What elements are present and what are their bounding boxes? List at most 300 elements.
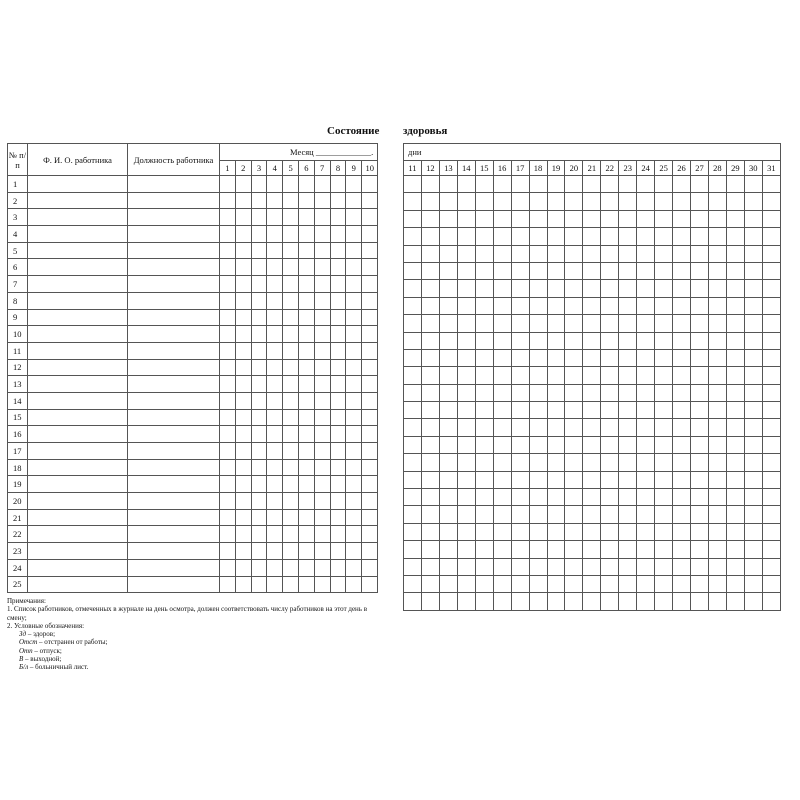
day-status-cell[interactable]	[346, 509, 362, 526]
day-status-cell[interactable]	[346, 426, 362, 443]
day-status-cell[interactable]	[235, 226, 251, 243]
day-status-cell[interactable]	[457, 315, 475, 332]
day-status-cell[interactable]	[251, 493, 267, 510]
day-status-cell[interactable]	[565, 349, 583, 366]
day-status-cell[interactable]	[601, 436, 619, 453]
day-status-cell[interactable]	[673, 489, 691, 506]
day-status-cell[interactable]	[475, 349, 493, 366]
employee-name-cell[interactable]	[28, 493, 128, 510]
day-status-cell[interactable]	[283, 192, 299, 209]
day-status-cell[interactable]	[475, 280, 493, 297]
day-status-cell[interactable]	[601, 454, 619, 471]
day-status-cell[interactable]	[744, 558, 762, 575]
day-status-cell[interactable]	[744, 384, 762, 401]
day-status-cell[interactable]	[235, 376, 251, 393]
day-status-cell[interactable]	[637, 332, 655, 349]
day-status-cell[interactable]	[673, 402, 691, 419]
day-status-cell[interactable]	[251, 509, 267, 526]
day-status-cell[interactable]	[439, 193, 457, 210]
day-status-cell[interactable]	[529, 419, 547, 436]
day-status-cell[interactable]	[220, 376, 236, 393]
day-status-cell[interactable]	[251, 409, 267, 426]
day-status-cell[interactable]	[565, 489, 583, 506]
day-status-cell[interactable]	[251, 242, 267, 259]
day-status-cell[interactable]	[314, 392, 330, 409]
day-status-cell[interactable]	[267, 226, 283, 243]
day-status-cell[interactable]	[637, 506, 655, 523]
day-status-cell[interactable]	[493, 228, 511, 245]
day-status-cell[interactable]	[583, 419, 601, 436]
day-status-cell[interactable]	[673, 575, 691, 592]
day-status-cell[interactable]	[493, 384, 511, 401]
day-status-cell[interactable]	[673, 558, 691, 575]
employee-position-cell[interactable]	[128, 359, 220, 376]
day-status-cell[interactable]	[655, 575, 673, 592]
day-status-cell[interactable]	[457, 280, 475, 297]
day-status-cell[interactable]	[220, 459, 236, 476]
day-status-cell[interactable]	[726, 262, 744, 279]
day-status-cell[interactable]	[235, 242, 251, 259]
day-status-cell[interactable]	[762, 384, 780, 401]
employee-name-cell[interactable]	[28, 342, 128, 359]
day-status-cell[interactable]	[362, 493, 378, 510]
day-status-cell[interactable]	[314, 543, 330, 560]
day-status-cell[interactable]	[346, 409, 362, 426]
day-status-cell[interactable]	[583, 506, 601, 523]
day-status-cell[interactable]	[565, 541, 583, 558]
day-status-cell[interactable]	[726, 541, 744, 558]
day-status-cell[interactable]	[708, 297, 726, 314]
day-status-cell[interactable]	[330, 409, 346, 426]
day-status-cell[interactable]	[251, 326, 267, 343]
day-status-cell[interactable]	[601, 593, 619, 610]
day-status-cell[interactable]	[762, 245, 780, 262]
day-status-cell[interactable]	[267, 192, 283, 209]
day-status-cell[interactable]	[283, 509, 299, 526]
employee-name-cell[interactable]	[28, 459, 128, 476]
day-status-cell[interactable]	[457, 436, 475, 453]
day-status-cell[interactable]	[601, 228, 619, 245]
day-status-cell[interactable]	[547, 593, 565, 610]
day-status-cell[interactable]	[691, 593, 709, 610]
day-status-cell[interactable]	[565, 315, 583, 332]
day-status-cell[interactable]	[511, 436, 529, 453]
day-status-cell[interactable]	[346, 543, 362, 560]
day-status-cell[interactable]	[655, 193, 673, 210]
day-status-cell[interactable]	[220, 309, 236, 326]
day-status-cell[interactable]	[529, 367, 547, 384]
day-status-cell[interactable]	[708, 523, 726, 540]
day-status-cell[interactable]	[619, 262, 637, 279]
day-status-cell[interactable]	[346, 176, 362, 193]
day-status-cell[interactable]	[283, 543, 299, 560]
day-status-cell[interactable]	[267, 476, 283, 493]
employee-position-cell[interactable]	[128, 176, 220, 193]
day-status-cell[interactable]	[547, 193, 565, 210]
day-status-cell[interactable]	[421, 575, 439, 592]
day-status-cell[interactable]	[330, 226, 346, 243]
day-status-cell[interactable]	[655, 210, 673, 227]
day-status-cell[interactable]	[708, 506, 726, 523]
day-status-cell[interactable]	[708, 176, 726, 193]
day-status-cell[interactable]	[235, 276, 251, 293]
day-status-cell[interactable]	[235, 409, 251, 426]
day-status-cell[interactable]	[637, 349, 655, 366]
day-status-cell[interactable]	[637, 210, 655, 227]
day-status-cell[interactable]	[346, 559, 362, 576]
day-status-cell[interactable]	[220, 176, 236, 193]
day-status-cell[interactable]	[762, 315, 780, 332]
day-status-cell[interactable]	[220, 209, 236, 226]
day-status-cell[interactable]	[346, 309, 362, 326]
day-status-cell[interactable]	[220, 426, 236, 443]
day-status-cell[interactable]	[439, 593, 457, 610]
day-status-cell[interactable]	[637, 176, 655, 193]
day-status-cell[interactable]	[346, 192, 362, 209]
day-status-cell[interactable]	[565, 471, 583, 488]
day-status-cell[interactable]	[493, 280, 511, 297]
employee-name-cell[interactable]	[28, 559, 128, 576]
day-status-cell[interactable]	[637, 228, 655, 245]
day-status-cell[interactable]	[475, 332, 493, 349]
day-status-cell[interactable]	[619, 349, 637, 366]
day-status-cell[interactable]	[547, 367, 565, 384]
day-status-cell[interactable]	[511, 558, 529, 575]
day-status-cell[interactable]	[673, 332, 691, 349]
day-status-cell[interactable]	[691, 541, 709, 558]
day-status-cell[interactable]	[362, 526, 378, 543]
employee-name-cell[interactable]	[28, 192, 128, 209]
day-status-cell[interactable]	[601, 193, 619, 210]
day-status-cell[interactable]	[762, 523, 780, 540]
day-status-cell[interactable]	[283, 309, 299, 326]
day-status-cell[interactable]	[637, 262, 655, 279]
day-status-cell[interactable]	[362, 226, 378, 243]
day-status-cell[interactable]	[283, 176, 299, 193]
day-status-cell[interactable]	[726, 575, 744, 592]
day-status-cell[interactable]	[565, 193, 583, 210]
day-status-cell[interactable]	[601, 384, 619, 401]
day-status-cell[interactable]	[475, 176, 493, 193]
day-status-cell[interactable]	[220, 493, 236, 510]
day-status-cell[interactable]	[655, 367, 673, 384]
day-status-cell[interactable]	[726, 489, 744, 506]
day-status-cell[interactable]	[298, 176, 314, 193]
day-status-cell[interactable]	[330, 559, 346, 576]
day-status-cell[interactable]	[314, 242, 330, 259]
day-status-cell[interactable]	[565, 176, 583, 193]
day-status-cell[interactable]	[726, 349, 744, 366]
day-status-cell[interactable]	[565, 558, 583, 575]
day-status-cell[interactable]	[493, 575, 511, 592]
day-status-cell[interactable]	[529, 593, 547, 610]
day-status-cell[interactable]	[762, 558, 780, 575]
day-status-cell[interactable]	[655, 332, 673, 349]
day-status-cell[interactable]	[601, 349, 619, 366]
day-status-cell[interactable]	[439, 436, 457, 453]
day-status-cell[interactable]	[493, 436, 511, 453]
day-status-cell[interactable]	[220, 359, 236, 376]
day-status-cell[interactable]	[691, 384, 709, 401]
day-status-cell[interactable]	[655, 228, 673, 245]
employee-name-cell[interactable]	[28, 176, 128, 193]
day-status-cell[interactable]	[619, 489, 637, 506]
day-status-cell[interactable]	[511, 506, 529, 523]
day-status-cell[interactable]	[601, 575, 619, 592]
employee-name-cell[interactable]	[28, 359, 128, 376]
day-status-cell[interactable]	[708, 228, 726, 245]
day-status-cell[interactable]	[493, 332, 511, 349]
day-status-cell[interactable]	[362, 276, 378, 293]
day-status-cell[interactable]	[475, 419, 493, 436]
day-status-cell[interactable]	[493, 419, 511, 436]
employee-name-cell[interactable]	[28, 443, 128, 460]
day-status-cell[interactable]	[493, 210, 511, 227]
day-status-cell[interactable]	[475, 506, 493, 523]
employee-position-cell[interactable]	[128, 292, 220, 309]
day-status-cell[interactable]	[744, 523, 762, 540]
day-status-cell[interactable]	[362, 543, 378, 560]
day-status-cell[interactable]	[691, 419, 709, 436]
day-status-cell[interactable]	[421, 436, 439, 453]
day-status-cell[interactable]	[708, 558, 726, 575]
day-status-cell[interactable]	[404, 367, 422, 384]
day-status-cell[interactable]	[619, 471, 637, 488]
day-status-cell[interactable]	[421, 384, 439, 401]
day-status-cell[interactable]	[235, 576, 251, 593]
employee-name-cell[interactable]	[28, 209, 128, 226]
day-status-cell[interactable]	[283, 209, 299, 226]
day-status-cell[interactable]	[637, 454, 655, 471]
day-status-cell[interactable]	[583, 454, 601, 471]
day-status-cell[interactable]	[726, 593, 744, 610]
day-status-cell[interactable]	[637, 541, 655, 558]
day-status-cell[interactable]	[346, 392, 362, 409]
day-status-cell[interactable]	[691, 402, 709, 419]
day-status-cell[interactable]	[673, 541, 691, 558]
day-status-cell[interactable]	[619, 228, 637, 245]
day-status-cell[interactable]	[298, 509, 314, 526]
day-status-cell[interactable]	[439, 176, 457, 193]
day-status-cell[interactable]	[330, 426, 346, 443]
day-status-cell[interactable]	[691, 523, 709, 540]
day-status-cell[interactable]	[362, 426, 378, 443]
day-status-cell[interactable]	[673, 367, 691, 384]
day-status-cell[interactable]	[511, 280, 529, 297]
day-status-cell[interactable]	[601, 541, 619, 558]
day-status-cell[interactable]	[251, 426, 267, 443]
day-status-cell[interactable]	[565, 593, 583, 610]
day-status-cell[interactable]	[744, 262, 762, 279]
day-status-cell[interactable]	[235, 543, 251, 560]
day-status-cell[interactable]	[637, 402, 655, 419]
day-status-cell[interactable]	[362, 376, 378, 393]
day-status-cell[interactable]	[298, 209, 314, 226]
day-status-cell[interactable]	[330, 326, 346, 343]
day-status-cell[interactable]	[220, 326, 236, 343]
day-status-cell[interactable]	[439, 402, 457, 419]
day-status-cell[interactable]	[251, 476, 267, 493]
day-status-cell[interactable]	[511, 193, 529, 210]
day-status-cell[interactable]	[529, 384, 547, 401]
day-status-cell[interactable]	[547, 262, 565, 279]
day-status-cell[interactable]	[619, 210, 637, 227]
day-status-cell[interactable]	[346, 443, 362, 460]
day-status-cell[interactable]	[457, 593, 475, 610]
day-status-cell[interactable]	[362, 292, 378, 309]
day-status-cell[interactable]	[330, 292, 346, 309]
day-status-cell[interactable]	[565, 228, 583, 245]
day-status-cell[interactable]	[298, 543, 314, 560]
day-status-cell[interactable]	[637, 471, 655, 488]
day-status-cell[interactable]	[439, 506, 457, 523]
day-status-cell[interactable]	[744, 575, 762, 592]
employee-name-cell[interactable]	[28, 276, 128, 293]
day-status-cell[interactable]	[637, 384, 655, 401]
day-status-cell[interactable]	[283, 493, 299, 510]
day-status-cell[interactable]	[298, 259, 314, 276]
day-status-cell[interactable]	[673, 384, 691, 401]
day-status-cell[interactable]	[404, 315, 422, 332]
day-status-cell[interactable]	[220, 259, 236, 276]
day-status-cell[interactable]	[330, 376, 346, 393]
day-status-cell[interactable]	[362, 459, 378, 476]
day-status-cell[interactable]	[421, 558, 439, 575]
day-status-cell[interactable]	[762, 297, 780, 314]
day-status-cell[interactable]	[235, 359, 251, 376]
day-status-cell[interactable]	[726, 367, 744, 384]
day-status-cell[interactable]	[404, 489, 422, 506]
day-status-cell[interactable]	[439, 262, 457, 279]
day-status-cell[interactable]	[330, 526, 346, 543]
day-status-cell[interactable]	[439, 228, 457, 245]
day-status-cell[interactable]	[619, 419, 637, 436]
day-status-cell[interactable]	[298, 493, 314, 510]
day-status-cell[interactable]	[583, 367, 601, 384]
day-status-cell[interactable]	[691, 575, 709, 592]
day-status-cell[interactable]	[493, 176, 511, 193]
day-status-cell[interactable]	[673, 210, 691, 227]
day-status-cell[interactable]	[235, 426, 251, 443]
day-status-cell[interactable]	[404, 193, 422, 210]
day-status-cell[interactable]	[404, 541, 422, 558]
day-status-cell[interactable]	[457, 471, 475, 488]
day-status-cell[interactable]	[251, 359, 267, 376]
day-status-cell[interactable]	[298, 526, 314, 543]
day-status-cell[interactable]	[220, 409, 236, 426]
day-status-cell[interactable]	[404, 593, 422, 610]
day-status-cell[interactable]	[330, 342, 346, 359]
day-status-cell[interactable]	[726, 210, 744, 227]
day-status-cell[interactable]	[744, 315, 762, 332]
day-status-cell[interactable]	[726, 245, 744, 262]
day-status-cell[interactable]	[655, 315, 673, 332]
employee-position-cell[interactable]	[128, 276, 220, 293]
day-status-cell[interactable]	[547, 523, 565, 540]
day-status-cell[interactable]	[298, 376, 314, 393]
day-status-cell[interactable]	[346, 276, 362, 293]
day-status-cell[interactable]	[235, 509, 251, 526]
day-status-cell[interactable]	[511, 454, 529, 471]
day-status-cell[interactable]	[298, 276, 314, 293]
day-status-cell[interactable]	[655, 454, 673, 471]
day-status-cell[interactable]	[655, 384, 673, 401]
day-status-cell[interactable]	[511, 228, 529, 245]
day-status-cell[interactable]	[529, 262, 547, 279]
day-status-cell[interactable]	[708, 454, 726, 471]
day-status-cell[interactable]	[601, 262, 619, 279]
day-status-cell[interactable]	[267, 443, 283, 460]
day-status-cell[interactable]	[330, 309, 346, 326]
day-status-cell[interactable]	[475, 541, 493, 558]
day-status-cell[interactable]	[251, 209, 267, 226]
day-status-cell[interactable]	[267, 309, 283, 326]
day-status-cell[interactable]	[267, 392, 283, 409]
day-status-cell[interactable]	[691, 489, 709, 506]
day-status-cell[interactable]	[511, 176, 529, 193]
day-status-cell[interactable]	[404, 176, 422, 193]
day-status-cell[interactable]	[298, 342, 314, 359]
day-status-cell[interactable]	[708, 541, 726, 558]
day-status-cell[interactable]	[655, 280, 673, 297]
day-status-cell[interactable]	[404, 384, 422, 401]
day-status-cell[interactable]	[220, 226, 236, 243]
day-status-cell[interactable]	[726, 419, 744, 436]
day-status-cell[interactable]	[220, 476, 236, 493]
day-status-cell[interactable]	[529, 245, 547, 262]
day-status-cell[interactable]	[283, 276, 299, 293]
day-status-cell[interactable]	[283, 426, 299, 443]
day-status-cell[interactable]	[744, 454, 762, 471]
day-status-cell[interactable]	[220, 192, 236, 209]
day-status-cell[interactable]	[744, 193, 762, 210]
day-status-cell[interactable]	[673, 228, 691, 245]
employee-position-cell[interactable]	[128, 426, 220, 443]
day-status-cell[interactable]	[547, 245, 565, 262]
day-status-cell[interactable]	[314, 476, 330, 493]
day-status-cell[interactable]	[529, 402, 547, 419]
day-status-cell[interactable]	[655, 436, 673, 453]
employee-position-cell[interactable]	[128, 476, 220, 493]
day-status-cell[interactable]	[691, 558, 709, 575]
day-status-cell[interactable]	[346, 476, 362, 493]
day-status-cell[interactable]	[744, 506, 762, 523]
day-status-cell[interactable]	[493, 593, 511, 610]
day-status-cell[interactable]	[673, 454, 691, 471]
day-status-cell[interactable]	[637, 436, 655, 453]
day-status-cell[interactable]	[708, 489, 726, 506]
day-status-cell[interactable]	[691, 280, 709, 297]
day-status-cell[interactable]	[511, 210, 529, 227]
day-status-cell[interactable]	[421, 210, 439, 227]
day-status-cell[interactable]	[362, 242, 378, 259]
day-status-cell[interactable]	[583, 575, 601, 592]
day-status-cell[interactable]	[511, 489, 529, 506]
day-status-cell[interactable]	[439, 315, 457, 332]
day-status-cell[interactable]	[673, 176, 691, 193]
day-status-cell[interactable]	[619, 523, 637, 540]
day-status-cell[interactable]	[655, 558, 673, 575]
day-status-cell[interactable]	[547, 315, 565, 332]
day-status-cell[interactable]	[314, 459, 330, 476]
day-status-cell[interactable]	[744, 367, 762, 384]
day-status-cell[interactable]	[439, 245, 457, 262]
day-status-cell[interactable]	[619, 541, 637, 558]
employee-position-cell[interactable]	[128, 309, 220, 326]
day-status-cell[interactable]	[346, 209, 362, 226]
day-status-cell[interactable]	[708, 193, 726, 210]
day-status-cell[interactable]	[421, 489, 439, 506]
